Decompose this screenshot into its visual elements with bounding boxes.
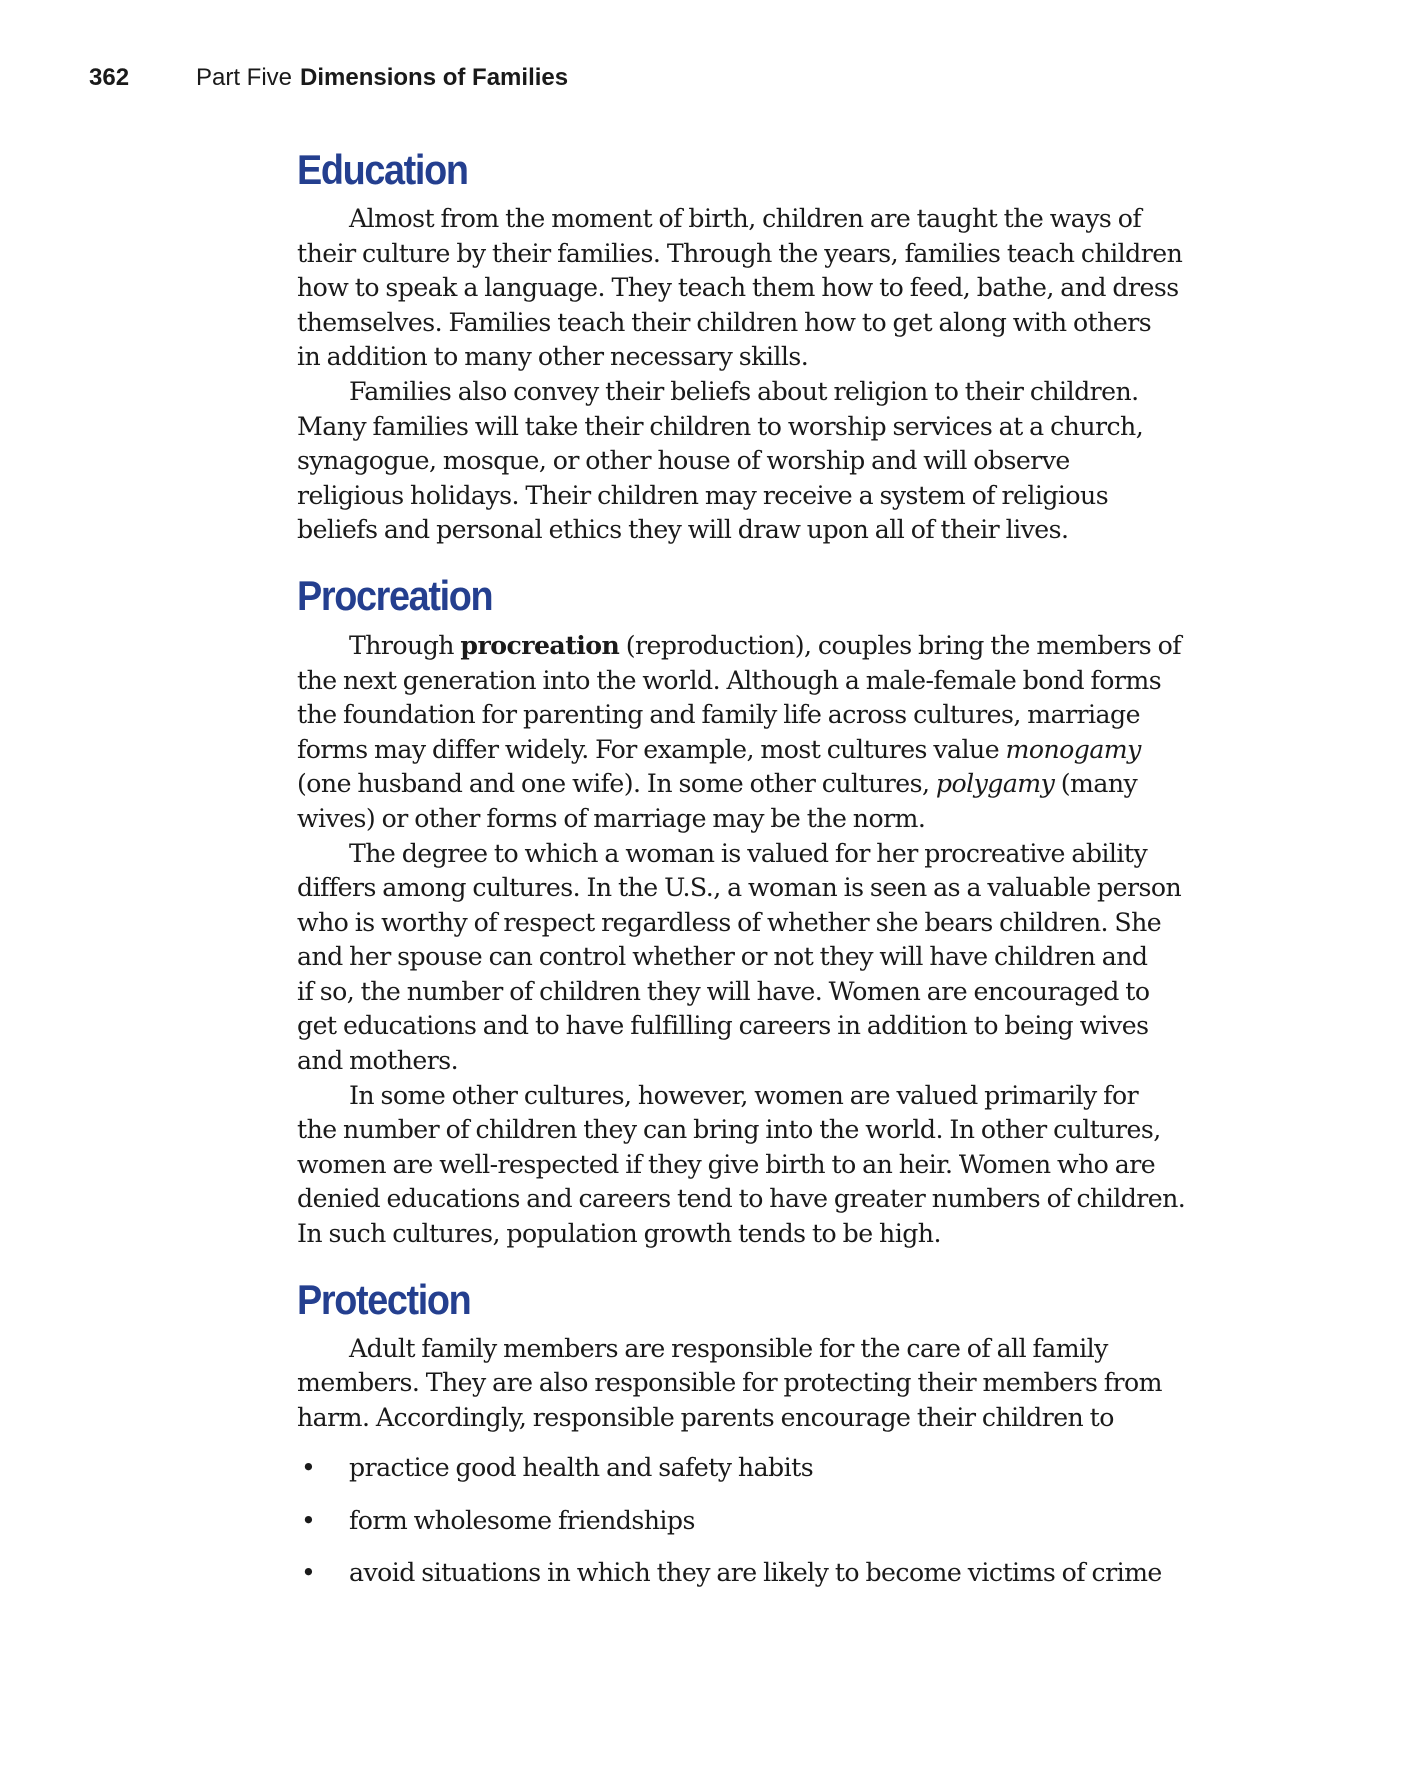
list-item-text: form wholesome friendships [349,1505,695,1535]
text-line: members. They are also responsible for protecting their members from [297,1368,1162,1398]
bullet-icon: • [301,1557,316,1587]
list-item [297,1504,1257,1539]
text-line: denied educations and careers tend to have greater numbers of children. [297,1184,1186,1214]
section-education [297,140,1257,548]
text-run: Through [349,630,461,660]
text-line: religious holidays. Their children may receive a system of religious [297,480,1109,510]
page-body [297,140,1257,1608]
running-head [89,62,568,94]
text-line: and mothers. [297,1046,459,1076]
paragraph [297,1332,1257,1436]
bullet-icon: • [301,1453,316,1483]
text-line: and her spouse can control whether or not they will have children and [297,942,1148,972]
text-line: how to speak a language. They teach them how to feed, bathe, and dress [297,273,1179,303]
list-item [297,1556,1257,1591]
page-number: 362 [89,64,130,91]
paragraph [297,1079,1257,1252]
section-heading-procreation: Procreation [297,571,493,619]
list-item [297,1451,1257,1486]
text-run: (one husband and one wife). In some other cultures, [297,769,936,799]
text-line: the next generation into the world. Although a male-female bond forms [297,665,1162,695]
bullet-list [297,1451,1257,1590]
paragraph [297,837,1257,1079]
italic-term-polygamy: polygamy [935,769,1055,799]
text-line: Almost from the moment of birth, children are taught the ways of [349,204,1142,233]
paragraph [297,375,1257,548]
text-line: in addition to many other necessary skills. [297,342,809,372]
key-term-procreation: procreation [460,629,620,660]
section-procreation [297,566,1257,1252]
section-heading-protection: Protection [297,1275,471,1323]
text-line: The degree to which a woman is valued for her procreative ability [349,838,1148,868]
text-line [297,628,1257,664]
text-line: Adult family members are responsible for the care of all family [349,1333,1108,1363]
italic-term-monogamy: monogamy [1005,734,1141,764]
text-run: (reproduction), couples bring the members of [619,630,1182,660]
part-label: Part Five [196,64,293,91]
paragraph [297,202,1257,375]
text-line: their culture by their families. Through the years, families teach children [297,238,1183,268]
text-line: who is worthy of respect regardless of whether she bears children. She [297,907,1162,937]
text-line: synagogue, mosque, or other house of worship and will observe [297,446,1070,476]
text-run: (many [1054,769,1138,799]
list-item-text: practice good health and safety habits [349,1453,814,1483]
text-line: Many families will take their children to worship services at a church, [297,411,1144,441]
text-line: harm. Accordingly, responsible parents encourage their children to [297,1402,1114,1432]
bullet-icon: • [301,1505,316,1535]
text-line: the number of children they can bring into the world. In other cultures, [297,1115,1161,1145]
text-line: if so, the number of children they will have. Women are encouraged to [297,976,1150,1006]
text-line: In such cultures, population growth tends to be high. [297,1219,941,1249]
text-line: Families also convey their beliefs about religion to their children. [349,376,1139,406]
text-line: In some other cultures, however, women are valued primarily for [349,1080,1139,1110]
list-item-text: avoid situations in which they are likely to become victims of crime [349,1557,1162,1587]
section-heading-education: Education [297,146,468,193]
text-line [297,733,1257,768]
text-run: forms may differ widely. For example, most cultures value [297,734,1006,764]
text-line: the foundation for parenting and family life across cultures, marriage [297,700,1140,730]
section-protection [297,1270,1257,1591]
text-line: differs among cultures. In the U.S., a woman is seen as a valuable person [297,873,1182,903]
text-line: wives) or other forms of marriage may be the norm. [297,803,926,833]
part-title: Dimensions of Families [300,64,569,91]
text-line: themselves. Families teach their children how to get along with others [297,307,1152,337]
paragraph [297,628,1257,837]
text-line [297,767,1257,802]
text-line: women are well-respected if they give birth to an heir. Women who are [297,1149,1156,1179]
text-line: get educations and to have fulfilling careers in addition to being wives [297,1011,1149,1041]
text-line: beliefs and personal ethics they will draw upon all of their lives. [297,515,1069,545]
